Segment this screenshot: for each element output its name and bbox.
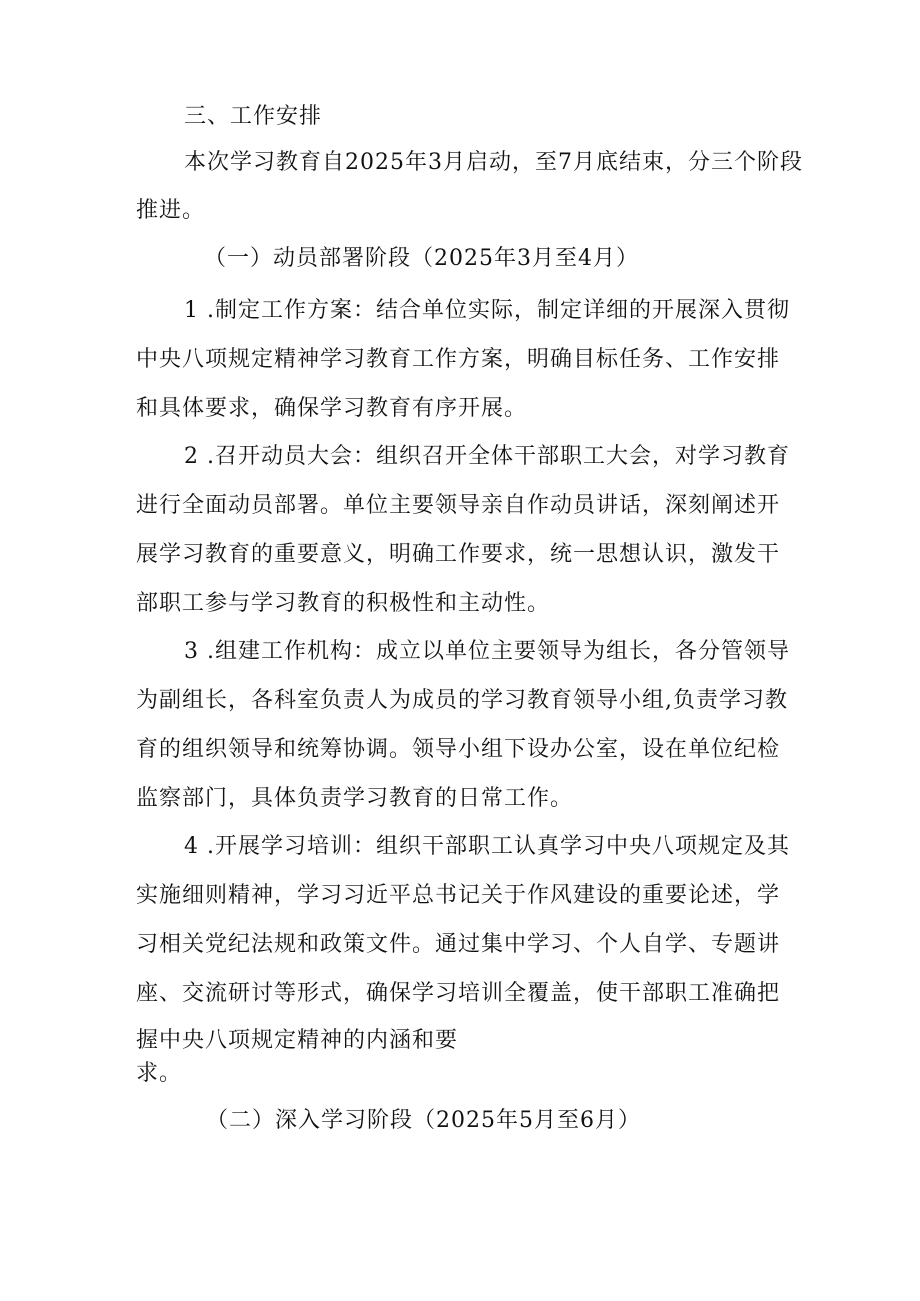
- paragraph-line: 中央八项规定精神学习教育工作方案，明确目标任务、工作安排: [136, 347, 781, 372]
- paragraph-line: 育的组织领导和统筹协调。领导小组下设办公室，设在单位纪检: [136, 737, 781, 762]
- section-heading: 三、工作安排: [184, 104, 323, 129]
- paragraph-line: 和具体要求，确保学习教育有序开展。: [136, 396, 528, 421]
- paragraph-line: 推进。: [136, 198, 206, 223]
- paragraph-line: 4 .开展学习培训：组织干部职工认真学习中央八项规定及其: [184, 834, 790, 859]
- subsection-heading: （二）深入学习阶段（2025年5月至6月）: [206, 1108, 641, 1133]
- paragraph-line: 座、交流研讨等形式，确保学习培训全覆盖，使干部职工准确把: [136, 981, 781, 1006]
- paragraph-line: 部职工参与学习教育的积极性和主动性。: [136, 591, 551, 616]
- paragraph-line: 1 .制定工作方案：结合单位实际，制定详细的开展深入贯彻: [184, 298, 790, 323]
- paragraph-line: 监察部门，具体负责学习教育的日常工作。: [136, 786, 574, 811]
- paragraph-line: 实施细则精神，学习习近平总书记关于作风建设的重要论述，学: [136, 883, 781, 908]
- paragraph-line: 求。: [136, 1061, 183, 1086]
- paragraph-line: 进行全面动员部署。单位主要领导亲自作动员讲话，深刻阐述开: [136, 493, 781, 518]
- paragraph-line: 为副组长，各科室负责人为成员的学习教育领导小组,负责学习教: [136, 688, 788, 713]
- paragraph-line: 2 .召开动员大会：组织召开全体干部职工大会，对学习教育: [184, 444, 790, 469]
- paragraph-line: 3 .组建工作机构：成立以单位主要领导为组长，各分管领导: [184, 639, 790, 664]
- paragraph-line: 握中央八项规定精神的内涵和要: [136, 1028, 459, 1053]
- subsection-heading: （一）动员部署阶段（2025年3月至4月）: [204, 246, 639, 271]
- paragraph-line: 习相关党纪法规和政策文件。通过集中学习、个人自学、专题讲: [136, 932, 781, 957]
- paragraph-line: 本次学习教育自2025年3月启动，至7月底结束，分三个阶段: [184, 150, 803, 175]
- paragraph-line: 展学习教育的重要意义，明确工作要求，统一思想认识，激发干: [136, 542, 781, 567]
